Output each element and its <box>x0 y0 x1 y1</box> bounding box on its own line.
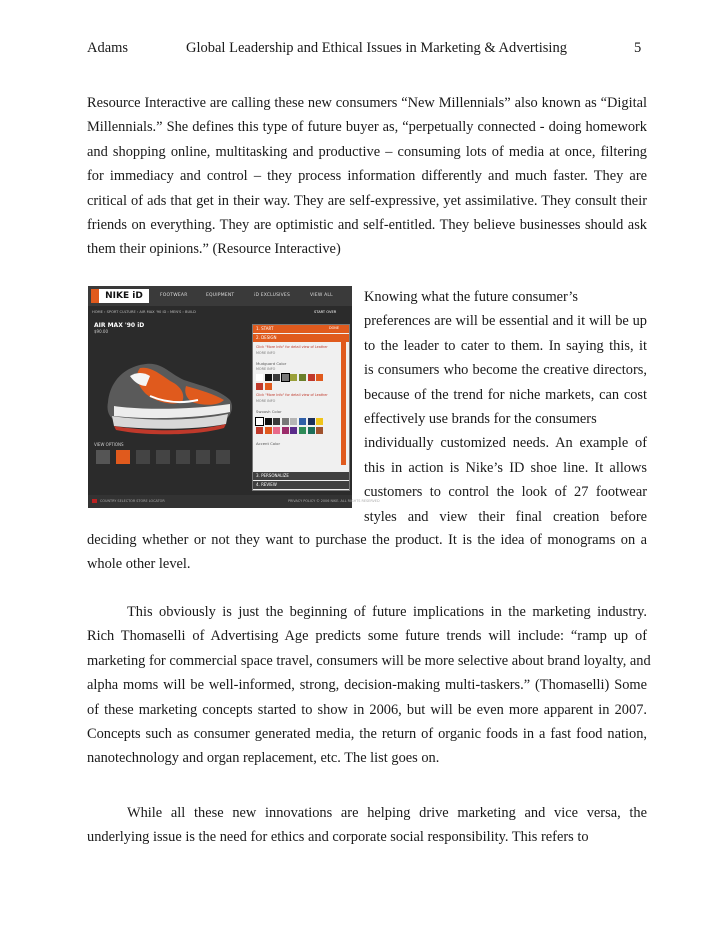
color-swatch <box>282 374 289 381</box>
color-swatch <box>273 418 280 425</box>
color-swatch <box>265 374 272 381</box>
color-swatch <box>273 374 280 381</box>
color-swatch <box>273 427 280 434</box>
color-swatch <box>290 427 297 434</box>
figure-step: 4. REVIEW <box>253 481 349 489</box>
figure-nav-item: iD EXCLUSIVES <box>254 293 291 298</box>
figure-view-options: VIEW OPTIONS <box>94 442 124 447</box>
figure-swatch-row <box>256 374 325 381</box>
color-swatch <box>265 383 272 390</box>
figure-swatch-row <box>256 418 325 425</box>
figure-footer-right: PRIVACY POLICY © 2006 NIKE. ALL RIGHTS RESERVED <box>288 499 380 503</box>
view-thumbnail <box>136 450 150 464</box>
text-line: of these marketing concepts started to show in 2006, but will be even more apparent in 2007. <box>87 701 647 718</box>
text-line: nanotechnology and organ replacement, etc. The list goes on. <box>87 750 440 767</box>
view-thumbnail <box>176 450 190 464</box>
color-swatch <box>282 427 289 434</box>
text-line: for immediacy and control – they process information differently and much faster. They are <box>87 168 647 185</box>
figure-view-thumbnails <box>96 450 246 464</box>
text-line: styles and view their final creation before <box>364 508 647 525</box>
text-line: Resource Interactive are calling these new consumers “New Millennials” also known as “Digital <box>87 95 647 111</box>
view-thumbnail <box>196 450 210 464</box>
figure-hint: Click "More Info" for detail view of Leather <box>256 393 328 397</box>
figure-more-info: MORE INFO <box>256 399 276 403</box>
figure-option-label: Swoosh Color <box>256 409 282 414</box>
paragraph-4 <box>87 801 647 850</box>
color-swatch <box>290 374 297 381</box>
paragraph-2-continued <box>87 528 647 577</box>
header-title: Global Leadership and Ethical Issues in Marketing & Advertising <box>186 40 567 56</box>
figure-model-name: AIR MAX '90 iD <box>94 322 145 329</box>
color-swatch <box>299 427 306 434</box>
color-swatch <box>316 427 323 434</box>
figure-swatch-row <box>256 427 325 434</box>
text-line: and shopping online, multitasking and productive – consuming lots of media at once, filtering <box>87 143 647 160</box>
color-swatch <box>256 383 263 390</box>
color-swatch <box>256 427 263 434</box>
color-swatch <box>290 418 297 425</box>
text-line: Rich Thomaselli of Advertising Age predicts some future trends will include: “ramp up of <box>87 628 647 645</box>
text-line: Millennials.” She defines this type of future buyer as, “perpetually connected - doing homework <box>87 119 647 136</box>
text-line: alpha moms will be well-informed, strong, decision-making multi-taskers.” (Thomaselli) Some <box>87 677 647 694</box>
figure-step: 3. PERSONALIZE <box>253 472 349 480</box>
figure-step: 2. DESIGN <box>253 334 349 342</box>
figure-hint: Click "More Info" for detail view of Leather <box>256 345 328 349</box>
text-line: While all these new innovations are helping drive marketing and vice versa, the <box>127 805 647 821</box>
color-swatch <box>265 418 272 425</box>
text-line: to the leader to cater to them. In saying this, it <box>364 337 647 354</box>
paragraph-1 <box>87 91 647 262</box>
view-thumbnail <box>216 450 230 464</box>
flag-icon <box>92 499 97 503</box>
figure-start-over: START OVER <box>314 310 337 314</box>
color-swatch <box>308 418 315 425</box>
text-line: whole other level. <box>87 556 191 573</box>
page-header <box>0 40 728 60</box>
color-swatch <box>256 374 263 381</box>
text-line: effectively use brands for the consumers <box>364 410 597 427</box>
sneaker-image <box>100 336 240 446</box>
figure-option-label: Mudguard Color <box>256 361 287 366</box>
figure-footer-left: COUNTRY SELECTOR STORE LOCATOR <box>100 499 165 503</box>
text-line: preferences are will be essential and it will be up <box>364 313 647 330</box>
text-line: critical of ads that get in their way. They are self-expressive, yet assimilative. They consult their <box>87 192 647 209</box>
color-swatch <box>308 427 315 434</box>
text-line: This obviously is just the beginning of future implications in the marketing industry. <box>127 604 647 620</box>
figure-more-info: MORE INFO <box>256 351 276 355</box>
color-swatch <box>256 418 263 425</box>
page-number: 5 <box>634 40 642 56</box>
view-thumbnail <box>156 450 170 464</box>
color-swatch <box>299 418 306 425</box>
text-line: them their opinions.” (Resource Interactive) <box>87 241 341 258</box>
nike-id-logo: NIKE iD <box>91 289 149 303</box>
text-line: deciding whether or not they want to purchase the product. It is the idea of monograms on a <box>87 532 647 548</box>
paragraph-3 <box>87 600 651 771</box>
paragraph-2-column <box>364 285 647 529</box>
color-swatch <box>316 418 323 425</box>
figure-done: DONE <box>329 326 339 330</box>
color-swatch <box>316 374 323 381</box>
figure-price: $90.00 <box>94 329 108 334</box>
nike-id-screenshot <box>88 286 380 508</box>
view-thumbnail <box>96 450 110 464</box>
figure-swatch-row <box>256 383 273 390</box>
header-author: Adams <box>87 40 129 56</box>
text-line: individually customized needs. An example of <box>364 435 647 452</box>
text-line: Knowing what the future consumer’s <box>364 289 578 305</box>
text-line: this in action is Nike’s ID shoe line. It allows <box>364 459 647 476</box>
figure-step: 1. START <box>253 325 349 333</box>
figure-nav-item: FOOTWEAR <box>160 293 188 298</box>
figure-nav-item: VIEW ALL <box>310 293 333 298</box>
figure-nav-item: EQUIPMENT <box>206 293 235 298</box>
figure-option-label: Accent Color <box>256 441 281 446</box>
text-line: because of the trend for niche markets, can cost <box>364 386 647 403</box>
text-line: customers to control the look of 27 footwear <box>364 484 647 501</box>
color-swatch <box>299 374 306 381</box>
text-line: Concepts such as consumer generated media, the return of organic foods in a fast food nation, <box>87 725 647 742</box>
figure-more-info: MORE INFO <box>256 367 276 371</box>
figure-scrollbar <box>341 335 346 465</box>
text-line: friends on everything. They are optimistic and self-entitled. They believe businesses should ask <box>87 216 647 233</box>
text-line: marketing for commercial space travel, consumers will be more selective about brand loyalty, and <box>87 652 651 669</box>
figure-breadcrumb: HOME › SPORT CULTURE › AIR MAX '90 iD › MEN'S › BUILD <box>92 310 196 314</box>
color-swatch <box>282 418 289 425</box>
figure-design-panel <box>252 324 350 491</box>
text-line: underlying issue is the need for ethics and corporate social responsibility. This refers to <box>87 829 589 846</box>
color-swatch <box>308 374 315 381</box>
text-line: is consumers who become the creative directors, <box>364 362 647 379</box>
color-swatch <box>265 427 272 434</box>
view-thumbnail <box>116 450 130 464</box>
